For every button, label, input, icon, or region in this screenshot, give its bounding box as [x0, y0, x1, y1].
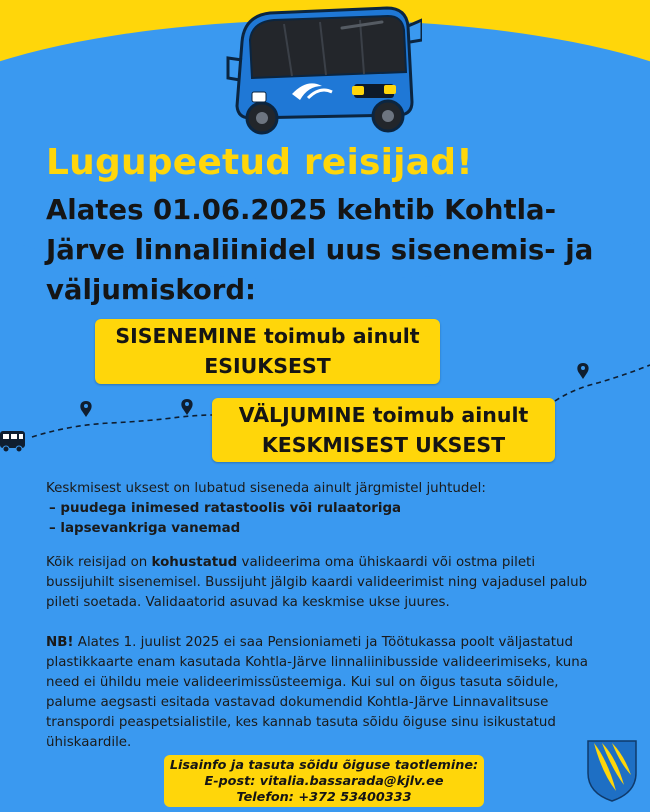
contact-box [164, 755, 484, 807]
city-crest-logo-icon [586, 739, 638, 803]
validation-emphasis: kohustatud [151, 555, 238, 570]
entry-notice [95, 319, 440, 384]
note-paragraph [46, 633, 606, 753]
exit-notice [212, 398, 555, 462]
note-text: Alates 1. juulist 2025 ei saa Pensioniameti ja Töötukassa poolt väljastatud plastikkaarte enam kasutada Kohtla-Järve linnaliinibusside valideerimiseks, kuna need ei ühildu meie valideerimissüsteemiga. Kui sul on õigus tasuta sõidule, palume aegsasti esitada vastavad dokumendid Kohtla-Järve Linnavalitsuse transpordi peaspetsialistile, kes kannab tasuta sõidu õiguse sinu isikustatud ühiskaardile. [46, 635, 588, 750]
map-pin-icon [80, 401, 91, 417]
contact-heading: Lisainfo ja tasuta sõidu õiguse taotlemine: [169, 758, 479, 773]
note-label: NB! [46, 635, 74, 650]
exception-item: – lapsevankriga vanemad [49, 521, 241, 536]
map-pin-icon [577, 363, 588, 379]
exit-notice-line1: VÄLJUMINE toimub ainult [238, 403, 529, 427]
page-title: Lugupeetud reisijad! [46, 142, 473, 183]
bus-illustration-icon [222, 2, 422, 138]
contact-phone[interactable]: Telefon: +372 53400333 [236, 790, 412, 805]
exception-item: – puudega inimesed ratastoolis või rulaatoriga [49, 501, 402, 516]
page-subtitle: Alates 01.06.2025 kehtib Kohtla-Järve linnaliinidel uus sisenemis- ja väljumiskord: [46, 194, 594, 306]
validation-text-start: Kõik reisijad on [46, 555, 152, 570]
small-bus-icon [0, 431, 25, 452]
validation-text-end: valideerima oma ühiskaardi või ostma pileti bussijuhilt sisenemisel. Bussijuht jälgib kaardi valideerimist ning vajadusel palub pileti soetada. Validaatorid asuvad ka keskmise ukse juures. [46, 555, 588, 610]
entry-notice-line2: ESIUKSEST [204, 354, 331, 378]
exceptions-section [46, 479, 606, 539]
exit-notice-line2: KESKMISEST UKSEST [261, 433, 506, 457]
map-pin-icon [181, 399, 192, 415]
contact-email[interactable]: E-post: vitalia.bassarada@kjlv.ee [204, 774, 444, 789]
exceptions-intro: Keskmisest uksest on lubatud siseneda ainult järgmistel juhtudel: [46, 481, 486, 496]
entry-notice-line1: SISENEMINE toimub ainult [115, 324, 420, 348]
validation-paragraph [46, 553, 606, 613]
